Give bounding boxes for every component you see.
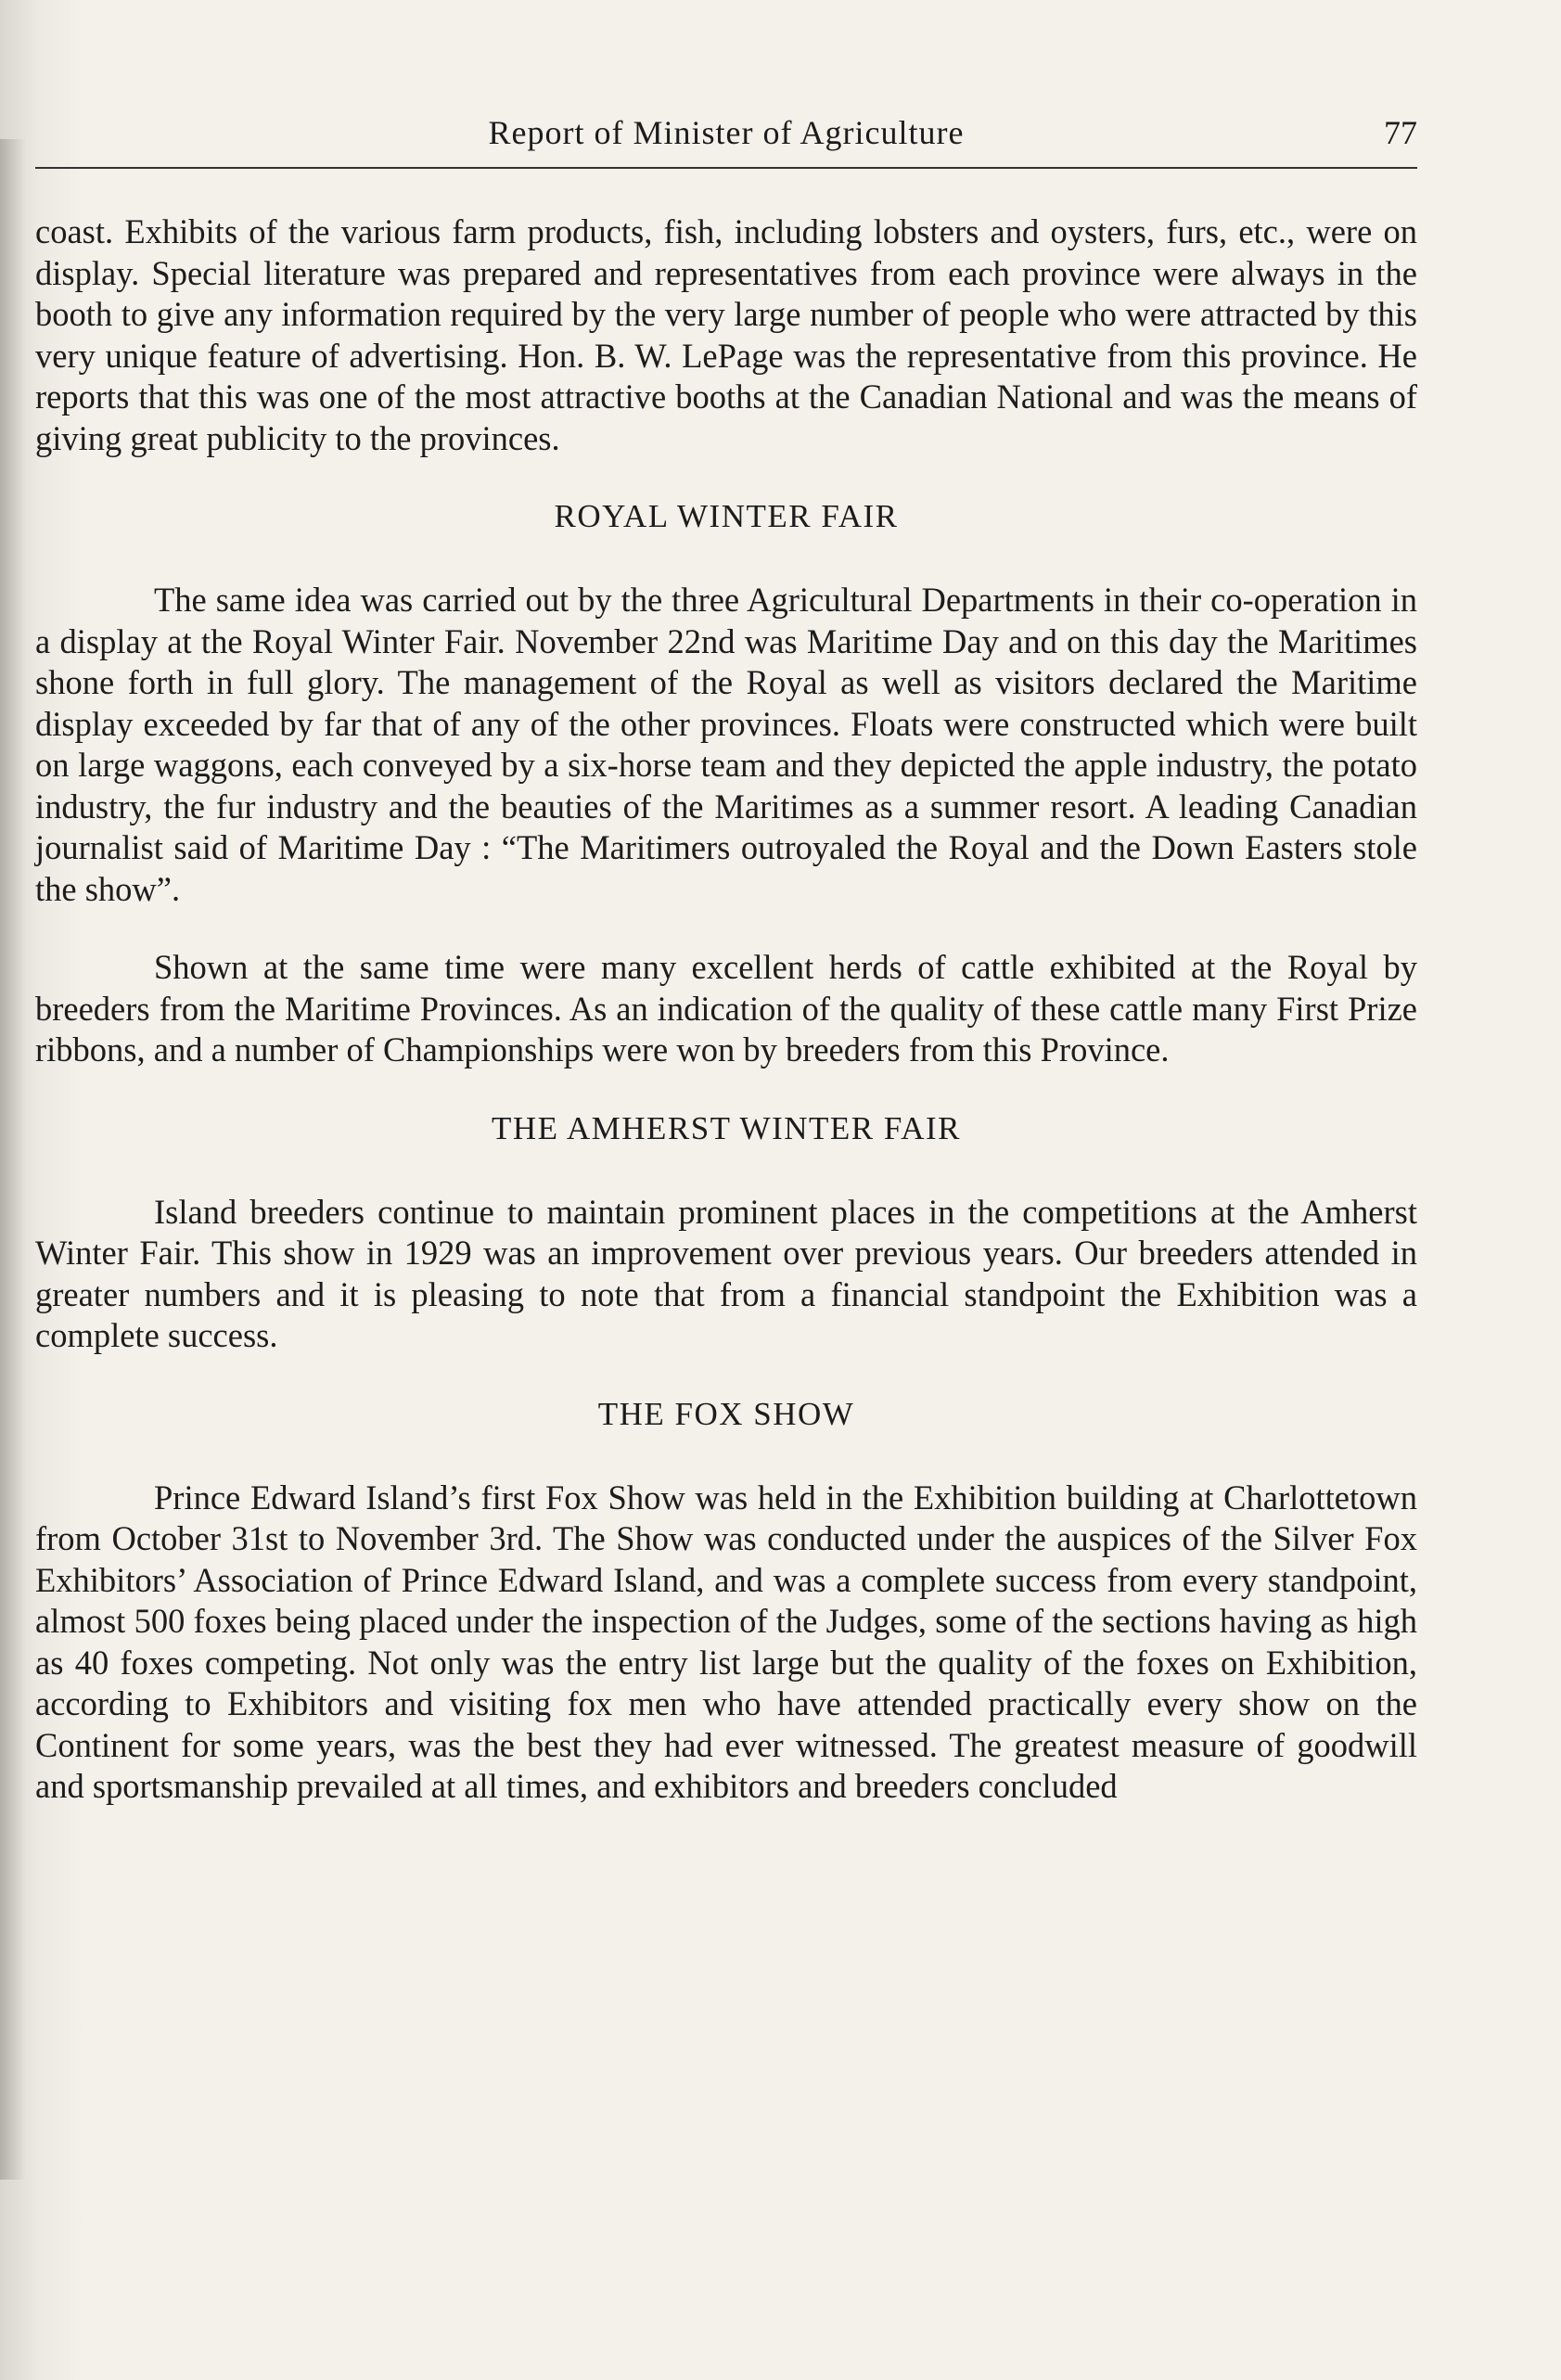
- fox-show-paragraph: Prince Edward Island’s first Fox Show was held in the Exhibition building at Charlottetown from October 31st to November 3rd. The Show was conducted under the auspices of the Silver Fox Exhibitors’ Association of Prince Edward Island, and was a complete success from every standpoint, almost 500 foxes being placed under the inspection of the Judges, some of the sections having as high as 40 foxes competing. Not only was the entry list large but the quality of the foxes on Exhibition, according to Exhibitors and visiting fox men who have attended practically every show on the Continent for some years, was the best they had ever witnessed. The greatest measure of goodwill and sportsmanship prevailed at all times, and exhibitors and breeders concluded: [35, 1478, 1417, 1805]
- royal-winter-fair-paragraph-1: The same idea was carried out by the three Agricultural Departments in their co-operation in a display at the Royal Winter Fair. November 22nd was Maritime Day and on this day the Maritimes shone forth in full glory. The management of the Royal as well as visitors declared the Maritime display exceeded by far that of any of the other provinces. Floats were constructed which were built on large waggons, each conveyed by a six-horse team and they depicted the apple industry, the potato industry, the fur industry and the beauties of the Maritimes as a summer resort. A leading Canadian journalist said of Maritime Day : “The Maritimers outroyaled the Royal and the Down Easters stole the show”.: [35, 581, 1417, 908]
- amherst-winter-fair-paragraph: Island breeders continue to maintain prominent places in the competitions at the Amherst Winter Fair. This show in 1929 was an improvement over previous years. Our breeders attended in greater numbers and it is pleasing to note that from a financial standpoint the Exhibition was a complete success.: [35, 1192, 1417, 1354]
- royal-winter-fair-heading: ROYAL WINTER FAIR: [554, 498, 899, 534]
- page-number: 77: [1384, 114, 1417, 151]
- intro-paragraph: coast. Exhibits of the various farm products, fish, including lobsters and oysters, furs, etc., were on display. Special literature was prepared and representatives from each province were always in the booth to give any information required by the very large number of people who were attracted by this very unique feature of advertising. Hon. B. W. LePage was the representative from this province. He reports that this was one of the most attractive booths at the Canadian National and was the means of giving great publicity to the provinces.: [35, 212, 1417, 457]
- running-head-title: Report of Minister of Agriculture: [488, 114, 965, 151]
- fox-show-heading: THE FOX SHOW: [597, 1395, 855, 1432]
- page-body: [35, 211, 1417, 1845]
- binding-shadow: [0, 139, 26, 2180]
- running-head: [35, 109, 1417, 169]
- amherst-winter-fair-heading: THE AMHERST WINTER FAIR: [491, 1109, 962, 1146]
- royal-winter-fair-paragraph-2: Shown at the same time were many excellent herds of cattle exhibited at the Royal by breeders from the Maritime Provinces. As an indication of the quality of these cattle many First Prize ribbons, and a number of Championships were won by breeders from this Province.: [35, 948, 1417, 1068]
